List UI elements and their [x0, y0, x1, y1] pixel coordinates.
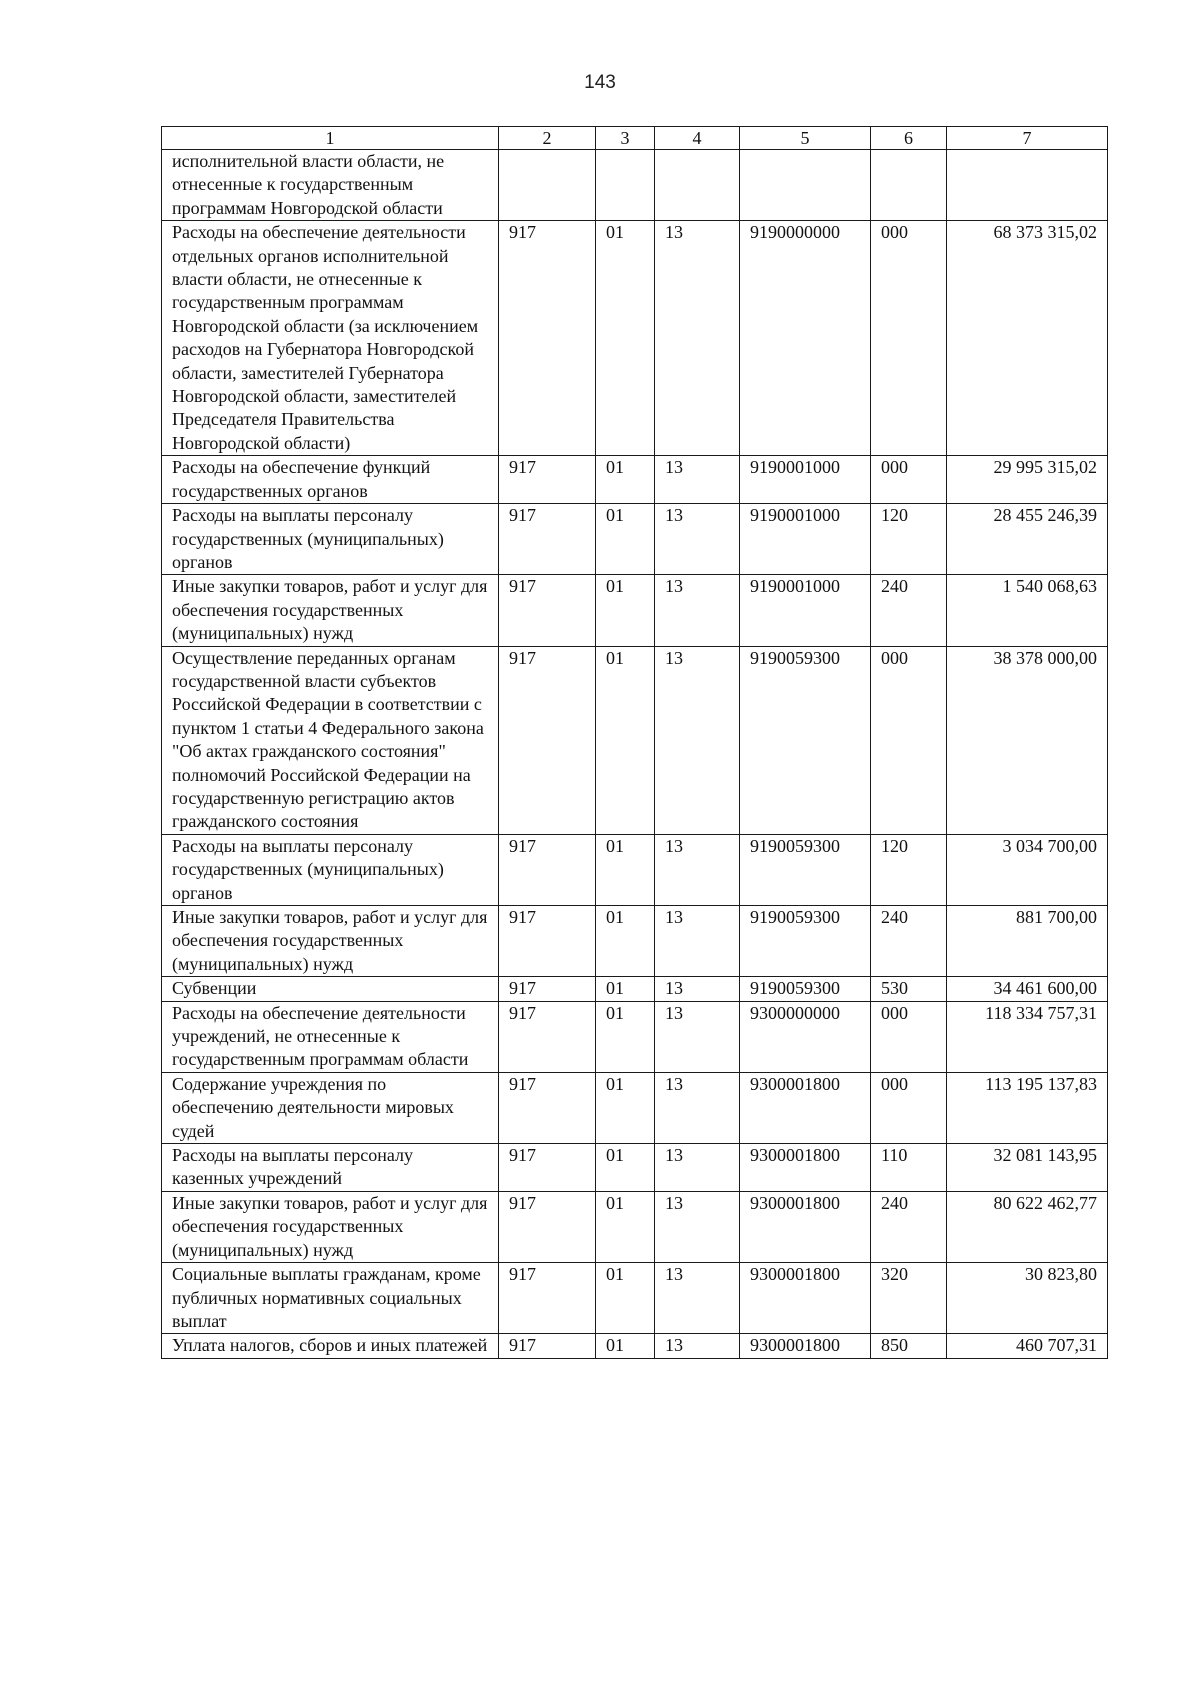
subsection-code-cell: 13 [655, 977, 740, 1001]
table-row [162, 977, 1108, 1001]
ministry-code-cell: 917 [499, 221, 596, 456]
subsection-code-cell: 13 [655, 1144, 740, 1192]
subsection-code-cell: 13 [655, 1263, 740, 1334]
column-header: 5 [740, 127, 871, 150]
expense-type-cell: 000 [871, 646, 947, 834]
expense-type-cell: 000 [871, 1072, 947, 1143]
target-article-cell: 9300001800 [740, 1334, 871, 1358]
subsection-code-cell: 13 [655, 646, 740, 834]
expense-name-cell: исполнительной власти области, не отнесенные к государственным программам Новгородской области [162, 150, 499, 221]
ministry-code-cell: 917 [499, 575, 596, 646]
expense-name-cell: Расходы на выплаты персоналу казенных учреждений [162, 1144, 499, 1192]
table-row [162, 1072, 1108, 1143]
expense-type-cell: 000 [871, 221, 947, 456]
expense-name-cell: Расходы на обеспечение функций государственных органов [162, 456, 499, 504]
ministry-code-cell: 917 [499, 1144, 596, 1192]
section-code-cell: 01 [596, 977, 655, 1001]
expense-type-cell [871, 150, 947, 221]
ministry-code-cell: 917 [499, 456, 596, 504]
table-row [162, 456, 1108, 504]
amount-cell: 881 700,00 [947, 906, 1108, 977]
subsection-code-cell: 13 [655, 1001, 740, 1072]
ministry-code-cell: 917 [499, 1001, 596, 1072]
ministry-code-cell: 917 [499, 646, 596, 834]
expense-type-cell: 000 [871, 456, 947, 504]
section-code-cell: 01 [596, 834, 655, 905]
amount-cell: 34 461 600,00 [947, 977, 1108, 1001]
target-article-cell: 9190059300 [740, 834, 871, 905]
expense-name-cell: Расходы на обеспечение деятельности учреждений, не отнесенные к государственным программам области [162, 1001, 499, 1072]
expense-type-cell: 320 [871, 1263, 947, 1334]
ministry-code-cell: 917 [499, 1072, 596, 1143]
expense-name-cell: Расходы на обеспечение деятельности отдельных органов исполнительной власти области, не отнесенные к государственным программам Новгородской области (за исключением расходов на Губернатора Новгородской области, заместителей Губернатора Новгородской области, заместителей Председателя Правительства Новгородской области) [162, 221, 499, 456]
subsection-code-cell: 13 [655, 575, 740, 646]
subsection-code-cell: 13 [655, 456, 740, 504]
column-header: 1 [162, 127, 499, 150]
target-article-cell: 9300000000 [740, 1001, 871, 1072]
subsection-code-cell: 13 [655, 834, 740, 905]
section-code-cell: 01 [596, 456, 655, 504]
table-row [162, 575, 1108, 646]
table-row [162, 1263, 1108, 1334]
subsection-code-cell [655, 150, 740, 221]
section-code-cell: 01 [596, 1334, 655, 1358]
amount-cell: 3 034 700,00 [947, 834, 1108, 905]
subsection-code-cell: 13 [655, 221, 740, 456]
expense-type-cell: 240 [871, 1191, 947, 1262]
expense-name-cell: Иные закупки товаров, работ и услуг для обеспечения государственных (муниципальных) нужд [162, 1191, 499, 1262]
ministry-code-cell: 917 [499, 906, 596, 977]
expense-type-cell: 240 [871, 906, 947, 977]
amount-cell: 29 995 315,02 [947, 456, 1108, 504]
amount-cell: 1 540 068,63 [947, 575, 1108, 646]
expense-type-cell: 530 [871, 977, 947, 1001]
amount-cell: 30 823,80 [947, 1263, 1108, 1334]
table-row [162, 906, 1108, 977]
amount-cell: 113 195 137,83 [947, 1072, 1108, 1143]
amount-cell [947, 150, 1108, 221]
amount-cell: 28 455 246,39 [947, 504, 1108, 575]
table-row [162, 221, 1108, 456]
target-article-cell: 9190059300 [740, 646, 871, 834]
expense-type-cell: 120 [871, 834, 947, 905]
column-header-row [162, 127, 1108, 150]
target-article-cell: 9300001800 [740, 1263, 871, 1334]
table-row [162, 1144, 1108, 1192]
amount-cell: 32 081 143,95 [947, 1144, 1108, 1192]
table-row [162, 1191, 1108, 1262]
expense-name-cell: Осуществление переданных органам государственной власти субъектов Российской Федерации в соответствии с пунктом 1 статьи 4 Федерального закона "Об актах гражданского состояния" полномочий Российской Федерации на государственную регистрацию актов гражданского состояния [162, 646, 499, 834]
table-row [162, 1001, 1108, 1072]
section-code-cell: 01 [596, 504, 655, 575]
target-article-cell: 9190001000 [740, 575, 871, 646]
target-article-cell: 9300001800 [740, 1191, 871, 1262]
table-row [162, 150, 1108, 221]
expense-type-cell: 110 [871, 1144, 947, 1192]
section-code-cell: 01 [596, 1001, 655, 1072]
expense-name-cell: Иные закупки товаров, работ и услуг для обеспечения государственных (муниципальных) нужд [162, 575, 499, 646]
target-article-cell: 9190001000 [740, 504, 871, 575]
expense-type-cell: 000 [871, 1001, 947, 1072]
expense-type-cell: 850 [871, 1334, 947, 1358]
expense-name-cell: Социальные выплаты гражданам, кроме публичных нормативных социальных выплат [162, 1263, 499, 1334]
column-header: 3 [596, 127, 655, 150]
subsection-code-cell: 13 [655, 504, 740, 575]
table-row [162, 834, 1108, 905]
ministry-code-cell: 917 [499, 1334, 596, 1358]
expense-name-cell: Иные закупки товаров, работ и услуг для обеспечения государственных (муниципальных) нужд [162, 906, 499, 977]
target-article-cell: 9190000000 [740, 221, 871, 456]
column-header: 6 [871, 127, 947, 150]
expense-name-cell: Расходы на выплаты персоналу государственных (муниципальных) органов [162, 834, 499, 905]
budget-table [161, 126, 1108, 1359]
column-header: 2 [499, 127, 596, 150]
expense-type-cell: 120 [871, 504, 947, 575]
section-code-cell: 01 [596, 221, 655, 456]
expense-name-cell: Субвенции [162, 977, 499, 1001]
expense-type-cell: 240 [871, 575, 947, 646]
target-article-cell: 9190059300 [740, 977, 871, 1001]
section-code-cell: 01 [596, 906, 655, 977]
ministry-code-cell: 917 [499, 977, 596, 1001]
target-article-cell: 9300001800 [740, 1072, 871, 1143]
target-article-cell: 9300001800 [740, 1144, 871, 1192]
ministry-code-cell: 917 [499, 1191, 596, 1262]
amount-cell: 38 378 000,00 [947, 646, 1108, 834]
subsection-code-cell: 13 [655, 1334, 740, 1358]
subsection-code-cell: 13 [655, 1191, 740, 1262]
expense-name-cell: Уплата налогов, сборов и иных платежей [162, 1334, 499, 1358]
ministry-code-cell: 917 [499, 834, 596, 905]
section-code-cell: 01 [596, 575, 655, 646]
target-article-cell [740, 150, 871, 221]
table-row [162, 1334, 1108, 1358]
ministry-code-cell [499, 150, 596, 221]
target-article-cell: 9190059300 [740, 906, 871, 977]
ministry-code-cell: 917 [499, 504, 596, 575]
amount-cell: 460 707,31 [947, 1334, 1108, 1358]
table-row [162, 504, 1108, 575]
subsection-code-cell: 13 [655, 906, 740, 977]
section-code-cell [596, 150, 655, 221]
target-article-cell: 9190001000 [740, 456, 871, 504]
expense-name-cell: Расходы на выплаты персоналу государственных (муниципальных) органов [162, 504, 499, 575]
ministry-code-cell: 917 [499, 1263, 596, 1334]
section-code-cell: 01 [596, 646, 655, 834]
section-code-cell: 01 [596, 1072, 655, 1143]
page-number: 143 [584, 72, 616, 93]
amount-cell: 68 373 315,02 [947, 221, 1108, 456]
subsection-code-cell: 13 [655, 1072, 740, 1143]
amount-cell: 118 334 757,31 [947, 1001, 1108, 1072]
section-code-cell: 01 [596, 1191, 655, 1262]
column-header: 7 [947, 127, 1108, 150]
amount-cell: 80 622 462,77 [947, 1191, 1108, 1262]
table-row [162, 646, 1108, 834]
section-code-cell: 01 [596, 1263, 655, 1334]
expense-name-cell: Содержание учреждения по обеспечению деятельности мировых судей [162, 1072, 499, 1143]
column-header: 4 [655, 127, 740, 150]
section-code-cell: 01 [596, 1144, 655, 1192]
